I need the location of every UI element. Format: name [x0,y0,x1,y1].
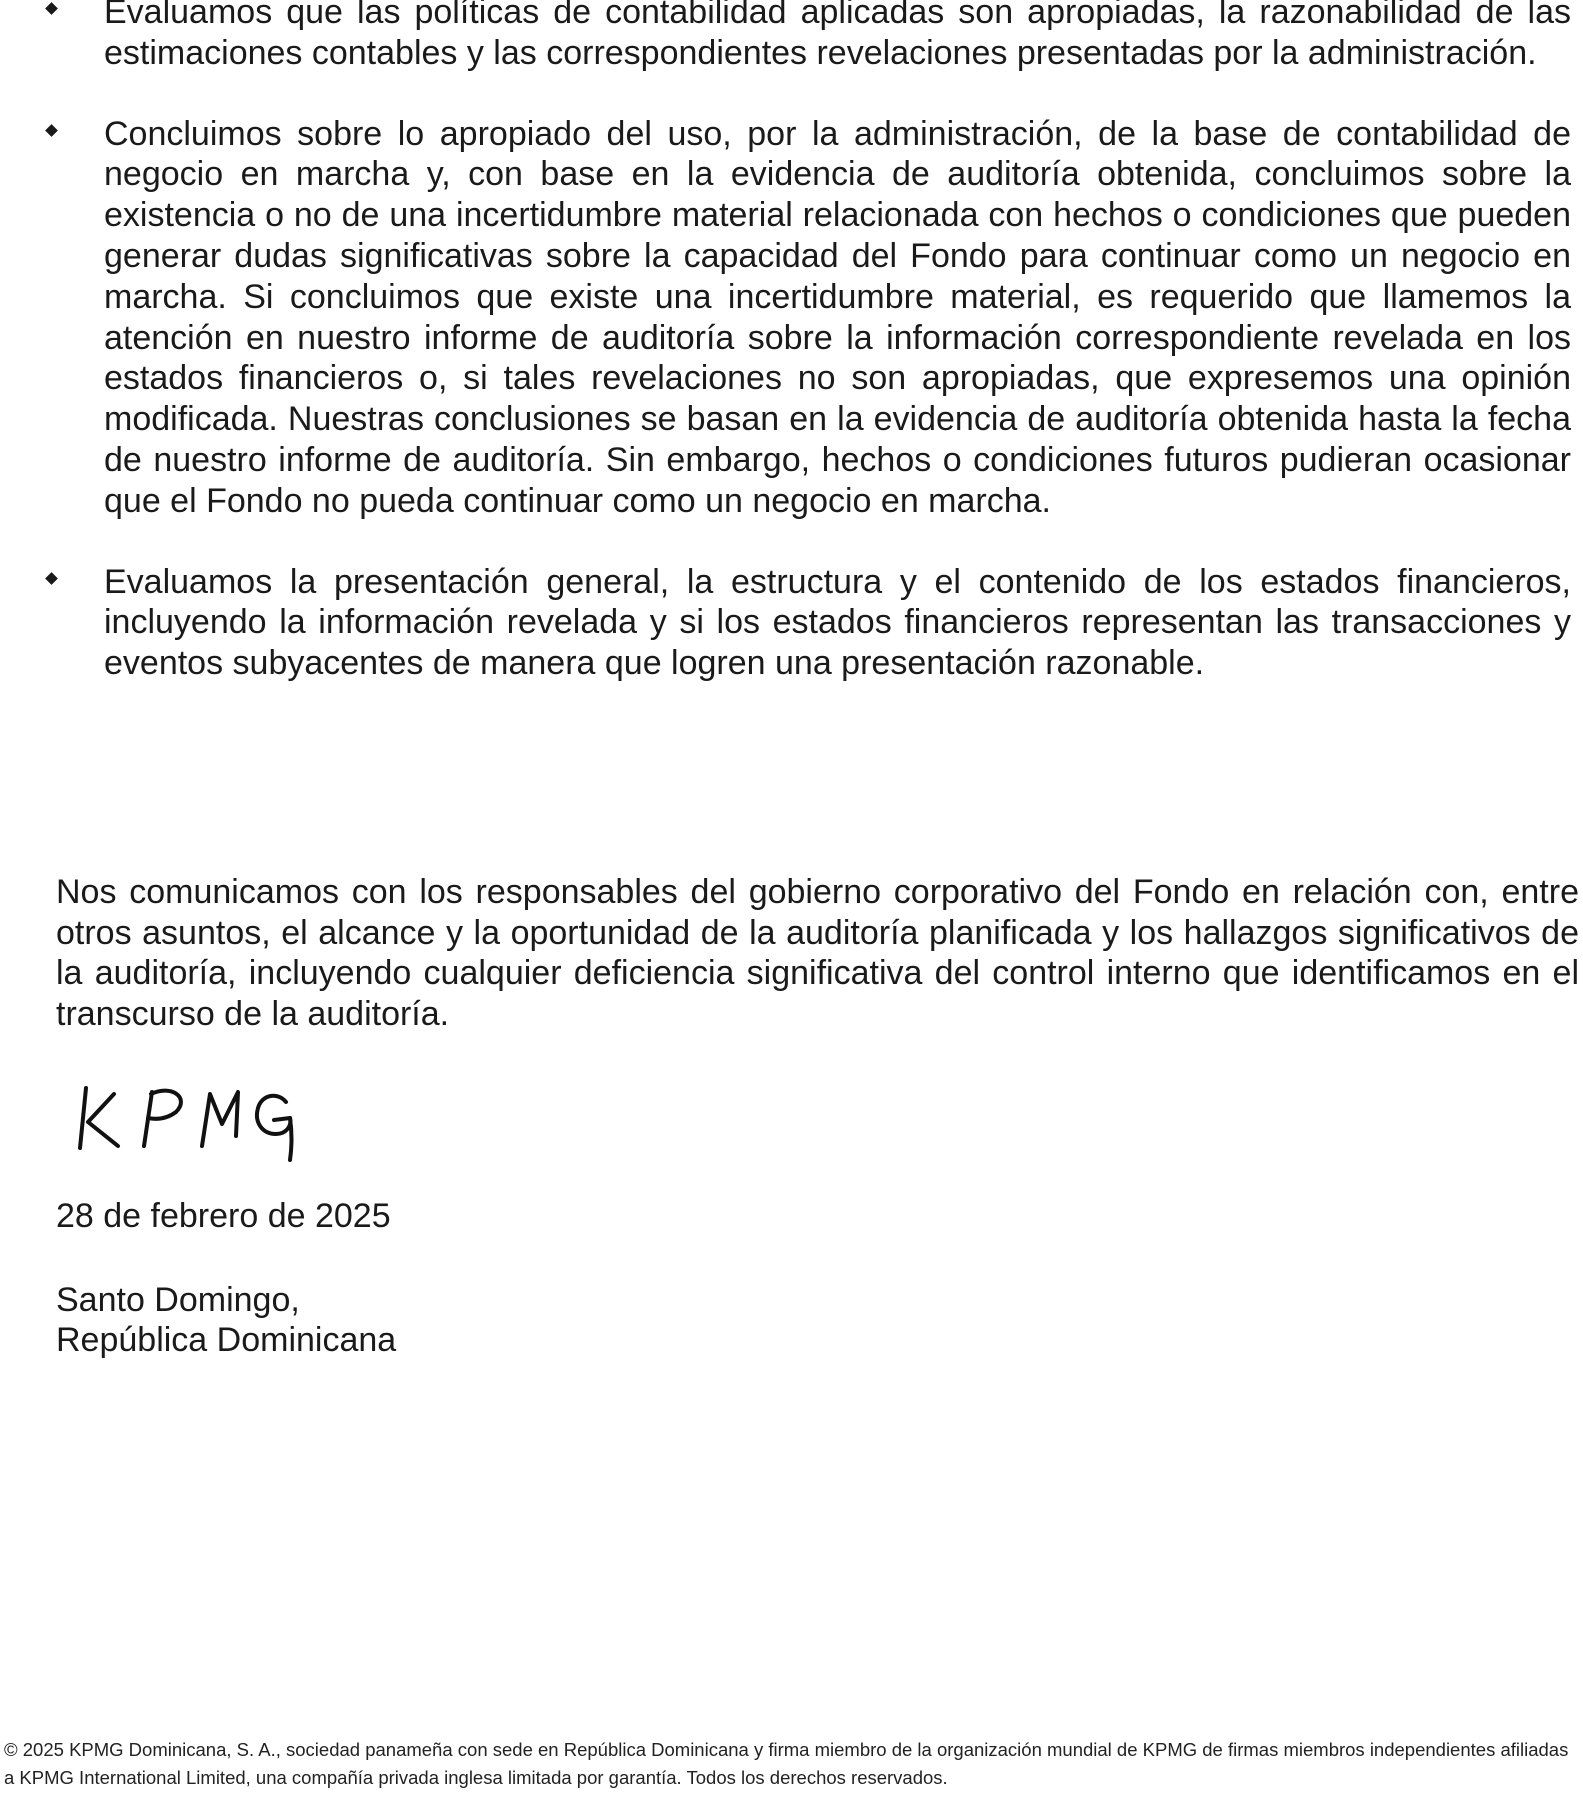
list-item-text: Evaluamos la presentación general, la estructura y el contenido de los estados financieros, incluyendo la información revelada y si los estados financieros representan las transacciones y eventos subyacentes de manera que logren una presentación razonable. [104,562,1571,683]
list-item [0,114,1583,522]
list-item-text: Concluimos sobre lo apropiado del uso, por la administración, de la base de contabilidad de negocio en marcha y, con base en la evidencia de auditoría obtenida, concluimos sobre la existencia o no de una incertidumbre material relacionada con hechos o condiciones que pueden generar dudas significativas sobre la capacidad del Fondo para continuar como un negocio en marcha. Si concluimos que existe una incertidumbre material, es requerido que llamemos la atención en nuestro informe de auditoría sobre la información correspondiente revelada en los estados financieros o, si tales revelaciones no son apropiadas, que expresemos una opinión modificada. Nuestras conclusiones se basan en la evidencia de auditoría obtenida hasta la fecha de nuestro informe de auditoría. Sin embargo, hechos o condiciones futuros pudieran ocasionar que el Fondo no pueda continuar como un negocio en marcha. [104,114,1571,520]
list-item [0,0,1583,74]
diamond-bullet-icon [45,2,58,15]
list-item [0,562,1583,684]
communication-paragraph: Nos comunicamos con los responsables del gobierno corporativo del Fondo en relación con, entre otros asuntos, el alcance y la oportunidad de la auditoría planificada y los hallazgos significativos de la auditoría, incluyendo cualquier deficiencia significativa del control interno que identificamos en el transcurso de la auditoría. [56,873,1579,1033]
location-country: República Dominicana [56,1321,397,1359]
diamond-bullet-icon [45,124,58,137]
list-item-text: Evaluamos que las políticas de contabilidad aplicadas son apropiadas, la razonabilidad de las estimaciones contables y las correspondientes revelaciones presentadas por la administración. [104,0,1571,72]
audit-procedures-list [0,0,1583,724]
kpmg-handwritten-signature [72,1076,312,1166]
diamond-bullet-icon [45,572,58,585]
location-city: Santo Domingo, [56,1281,300,1319]
copyright-footer: © 2025 KPMG Dominicana, S. A., sociedad panameña con sede en República Dominicana y firma miembro de la organización mundial de KPMG de firmas miembros independientes afiliadas a KPMG International Limited, una compañía privada inglesa limitada por garantía. Todos los derechos reservados. [4,1739,1569,1788]
report-date: 28 de febrero de 2025 [56,1197,391,1235]
report-location [56,1280,396,1360]
